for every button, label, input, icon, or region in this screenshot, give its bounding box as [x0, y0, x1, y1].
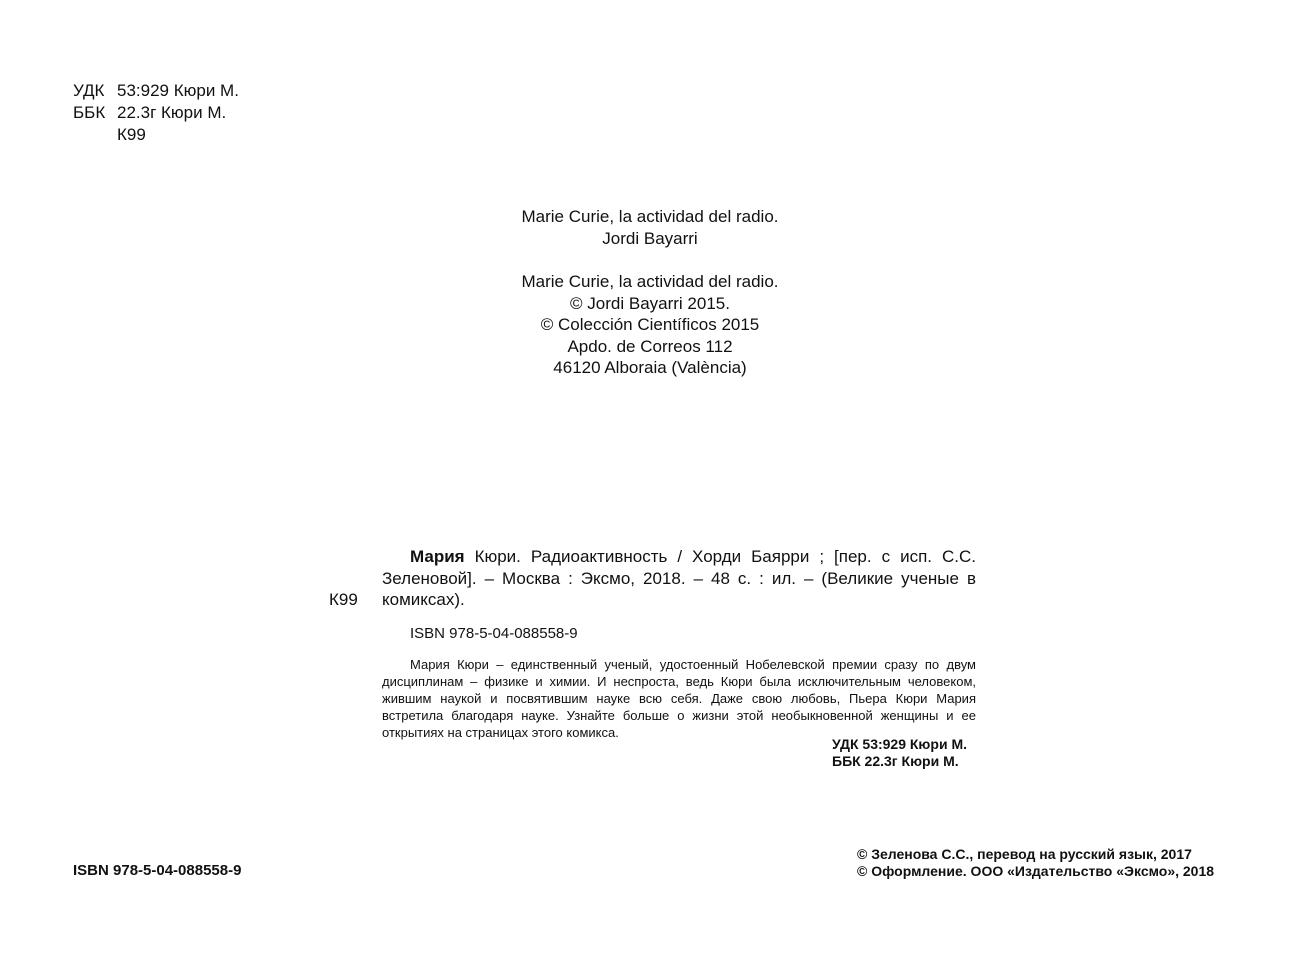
catalog-card [382, 546, 976, 741]
entry-heading-rest: Кюри. Радиоактивность / Хорди Баярри ; [пер. с исп. С.С. Зеленовой]. – Москва : Эксмо, 2018. – 48 с. : ил. – (Великие ученые в комиксах). [382, 547, 976, 609]
classification-block [73, 80, 239, 146]
author-mark-row [73, 124, 239, 146]
original-copyright-line: Apdo. de Correos 112 [567, 336, 733, 356]
copyright-block [857, 846, 1214, 880]
udk-label: УДК [73, 81, 105, 100]
bbk-label: ББК [73, 103, 106, 122]
isbn-main: ISBN 978-5-04-088558-9 [73, 862, 242, 879]
original-copyright-block [380, 271, 920, 379]
card-author-mark: К99 [329, 590, 358, 609]
original-title-block [380, 206, 920, 249]
original-author: Jordi Bayarri [602, 228, 698, 248]
original-copyright-line: Marie Curie, la actividad del radio. [521, 272, 779, 291]
card-classification-codes [832, 736, 967, 770]
copyright-translation: © Зеленова С.С., перевод на русский язык, 2017 [857, 846, 1192, 862]
original-copyright-line: © Jordi Bayarri 2015. [570, 293, 730, 313]
annotation: Мария Кюри – единственный ученый, удостоенный Нобелевской премии сразу по двум дисциплинам – физике и химии. И неспроста, ведь Кюри была исключительным человеком, жившим наукой и посвятившим науке всю себя. Даже свою любовь, Пьера Кюри Мария встретила благодаря науке. Узнайте больше о жизни этой необыкновенной женщины и ее открытиях на страницах этого комикса. [382, 657, 976, 740]
original-copyright-line: 46120 Alboraia (València) [553, 358, 747, 377]
bbk-value: 22.3г Кюри М. [117, 103, 227, 122]
bbk-row [73, 102, 239, 124]
original-title: Marie Curie, la actividad del radio. [521, 207, 779, 226]
original-copyright-line: © Colección Científicos 2015 [540, 315, 760, 334]
entry-heading-bold: Мария [410, 547, 465, 566]
card-udk: УДК 53:929 Кюри М. [832, 736, 967, 752]
udk-row [73, 80, 239, 102]
card-isbn: ISBN 978-5-04-088558-9 [410, 624, 578, 642]
card-bbk: ББК 22.3г Кюри М. [832, 753, 959, 769]
udk-value: 53:929 Кюри М. [117, 81, 239, 100]
bibliographic-entry [382, 546, 976, 611]
copyright-design: © Оформление. ООО «Издательство «Эксмо», 2018 [857, 863, 1215, 879]
author-mark: К99 [117, 125, 146, 144]
